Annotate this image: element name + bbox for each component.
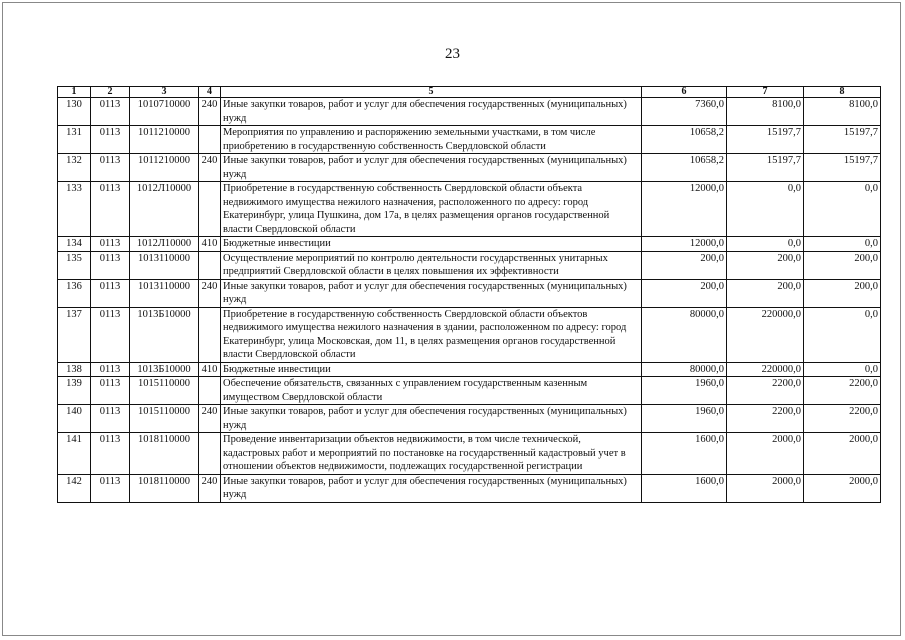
expense-type-cell: 240 — [199, 405, 221, 433]
expense-type-cell: 240 — [199, 98, 221, 126]
row-number-cell: 130 — [58, 98, 91, 126]
row-number-cell: 137 — [58, 307, 91, 362]
col-header-2: 2 — [91, 87, 130, 98]
target-article-cell: 1013Б10000 — [130, 362, 199, 377]
section-code-cell: 0113 — [91, 405, 130, 433]
amount-col7-cell: 220000,0 — [727, 362, 804, 377]
amount-col7-cell: 200,0 — [727, 251, 804, 279]
section-code-cell: 0113 — [91, 182, 130, 237]
amount-col7-cell: 0,0 — [727, 237, 804, 252]
target-article-cell: 1010710000 — [130, 98, 199, 126]
table-row — [58, 237, 881, 252]
col-header-3: 3 — [130, 87, 199, 98]
item-name-cell: Мероприятия по управлению и распоряжению земельными участками, в том числе приобретению в государственную собственность Свердловской области — [221, 126, 642, 154]
amount-col6-cell: 1960,0 — [642, 405, 727, 433]
item-name-cell: Иные закупки товаров, работ и услуг для обеспечения государственных (муниципальных) нужд — [221, 474, 642, 502]
table-row — [58, 126, 881, 154]
section-code-cell: 0113 — [91, 433, 130, 475]
row-number-cell: 131 — [58, 126, 91, 154]
row-number-cell: 142 — [58, 474, 91, 502]
section-code-cell: 0113 — [91, 126, 130, 154]
section-code-cell: 0113 — [91, 98, 130, 126]
col-header-7: 7 — [727, 87, 804, 98]
amount-col7-cell: 2000,0 — [727, 474, 804, 502]
col-header-6: 6 — [642, 87, 727, 98]
expense-type-cell — [199, 182, 221, 237]
expense-type-cell — [199, 126, 221, 154]
table-row — [58, 433, 881, 475]
target-article-cell: 1013110000 — [130, 251, 199, 279]
amount-col7-cell: 8100,0 — [727, 98, 804, 126]
amount-col6-cell: 10658,2 — [642, 126, 727, 154]
row-number-cell: 136 — [58, 279, 91, 307]
expense-type-cell — [199, 377, 221, 405]
amount-col6-cell: 80000,0 — [642, 362, 727, 377]
expense-type-cell: 240 — [199, 474, 221, 502]
section-code-cell: 0113 — [91, 237, 130, 252]
col-header-5: 5 — [221, 87, 642, 98]
expense-type-cell: 410 — [199, 237, 221, 252]
item-name-cell: Приобретение в государственную собственность Свердловской области объектов недвижимого имущества нежилого назначения в здании, расположенном по адресу: город Екатеринбург, улица Московская, дом 11, в целях размещения органов государственной власти Свердловской области — [221, 307, 642, 362]
amount-col7-cell: 2000,0 — [727, 433, 804, 475]
budget-table — [57, 86, 881, 503]
row-number-cell: 138 — [58, 362, 91, 377]
row-number-cell: 141 — [58, 433, 91, 475]
expense-type-cell: 240 — [199, 154, 221, 182]
item-name-cell: Бюджетные инвестиции — [221, 237, 642, 252]
amount-col7-cell: 15197,7 — [727, 126, 804, 154]
target-article-cell: 1013110000 — [130, 279, 199, 307]
amount-col6-cell: 1600,0 — [642, 474, 727, 502]
header-row — [58, 87, 881, 98]
amount-col6-cell: 1600,0 — [642, 433, 727, 475]
amount-col8-cell: 2200,0 — [804, 377, 881, 405]
amount-col7-cell: 2200,0 — [727, 377, 804, 405]
amount-col6-cell: 12000,0 — [642, 182, 727, 237]
amount-col6-cell: 12000,0 — [642, 237, 727, 252]
section-code-cell: 0113 — [91, 154, 130, 182]
amount-col8-cell: 8100,0 — [804, 98, 881, 126]
page-number: 23 — [445, 46, 460, 62]
table-row — [58, 405, 881, 433]
table-row — [58, 98, 881, 126]
col-header-1: 1 — [58, 87, 91, 98]
target-article-cell: 1015110000 — [130, 405, 199, 433]
expense-type-cell: 240 — [199, 279, 221, 307]
row-number-cell: 140 — [58, 405, 91, 433]
amount-col6-cell: 1960,0 — [642, 377, 727, 405]
amount-col8-cell: 0,0 — [804, 307, 881, 362]
table-row — [58, 279, 881, 307]
amount-col6-cell: 80000,0 — [642, 307, 727, 362]
item-name-cell: Иные закупки товаров, работ и услуг для обеспечения государственных (муниципальных) нужд — [221, 98, 642, 126]
item-name-cell: Проведение инвентаризации объектов недвижимости, в том числе технической, кадастровых работ и мероприятий по постановке на государственный кадастровый учет в отношении объектов недвижимости, подлежащих государственной регистрации — [221, 433, 642, 475]
table-row — [58, 154, 881, 182]
item-name-cell: Иные закупки товаров, работ и услуг для обеспечения государственных (муниципальных) нужд — [221, 279, 642, 307]
amount-col8-cell: 15197,7 — [804, 154, 881, 182]
target-article-cell: 1018110000 — [130, 433, 199, 475]
amount-col7-cell: 15197,7 — [727, 154, 804, 182]
amount-col7-cell: 220000,0 — [727, 307, 804, 362]
expense-type-cell — [199, 433, 221, 475]
target-article-cell: 1011210000 — [130, 126, 199, 154]
item-name-cell: Приобретение в государственную собственность Свердловской области объекта недвижимого имущества нежилого назначения, расположенного по адресу: город Екатеринбург, улица Пушкина, дом 17а, в целях размещения органов государственной власти Свердловской области — [221, 182, 642, 237]
item-name-cell: Иные закупки товаров, работ и услуг для обеспечения государственных (муниципальных) нужд — [221, 154, 642, 182]
table-row — [58, 377, 881, 405]
target-article-cell: 1015110000 — [130, 377, 199, 405]
target-article-cell: 1012Л10000 — [130, 182, 199, 237]
section-code-cell: 0113 — [91, 377, 130, 405]
section-code-cell: 0113 — [91, 474, 130, 502]
expense-type-cell — [199, 307, 221, 362]
expense-type-cell: 410 — [199, 362, 221, 377]
expense-type-cell — [199, 251, 221, 279]
row-number-cell: 139 — [58, 377, 91, 405]
amount-col6-cell: 10658,2 — [642, 154, 727, 182]
item-name-cell: Осуществление мероприятий по контролю деятельности государственных унитарных предприятий Свердловской области в целях повышения их эффективности — [221, 251, 642, 279]
item-name-cell: Иные закупки товаров, работ и услуг для обеспечения государственных (муниципальных) нужд — [221, 405, 642, 433]
amount-col8-cell: 200,0 — [804, 279, 881, 307]
amount-col6-cell: 7360,0 — [642, 98, 727, 126]
amount-col8-cell: 15197,7 — [804, 126, 881, 154]
amount-col8-cell: 0,0 — [804, 182, 881, 237]
section-code-cell: 0113 — [91, 279, 130, 307]
row-number-cell: 134 — [58, 237, 91, 252]
section-code-cell: 0113 — [91, 362, 130, 377]
amount-col7-cell: 0,0 — [727, 182, 804, 237]
target-article-cell: 1012Л10000 — [130, 237, 199, 252]
amount-col7-cell: 2200,0 — [727, 405, 804, 433]
target-article-cell: 1018110000 — [130, 474, 199, 502]
amount-col8-cell: 200,0 — [804, 251, 881, 279]
section-code-cell: 0113 — [91, 307, 130, 362]
table-row — [58, 474, 881, 502]
table-row — [58, 307, 881, 362]
table-row — [58, 362, 881, 377]
row-number-cell: 135 — [58, 251, 91, 279]
amount-col8-cell: 2000,0 — [804, 474, 881, 502]
table-row — [58, 251, 881, 279]
amount-col8-cell: 0,0 — [804, 237, 881, 252]
section-code-cell: 0113 — [91, 251, 130, 279]
target-article-cell: 1011210000 — [130, 154, 199, 182]
row-number-cell: 133 — [58, 182, 91, 237]
amount-col6-cell: 200,0 — [642, 279, 727, 307]
col-header-8: 8 — [804, 87, 881, 98]
row-number-cell: 132 — [58, 154, 91, 182]
col-header-4: 4 — [199, 87, 221, 98]
item-name-cell: Бюджетные инвестиции — [221, 362, 642, 377]
table-row — [58, 182, 881, 237]
amount-col8-cell: 0,0 — [804, 362, 881, 377]
amount-col8-cell: 2200,0 — [804, 405, 881, 433]
amount-col7-cell: 200,0 — [727, 279, 804, 307]
amount-col8-cell: 2000,0 — [804, 433, 881, 475]
target-article-cell: 1013Б10000 — [130, 307, 199, 362]
amount-col6-cell: 200,0 — [642, 251, 727, 279]
item-name-cell: Обеспечение обязательств, связанных с управлением государственным казенным имуществом Свердловской области — [221, 377, 642, 405]
